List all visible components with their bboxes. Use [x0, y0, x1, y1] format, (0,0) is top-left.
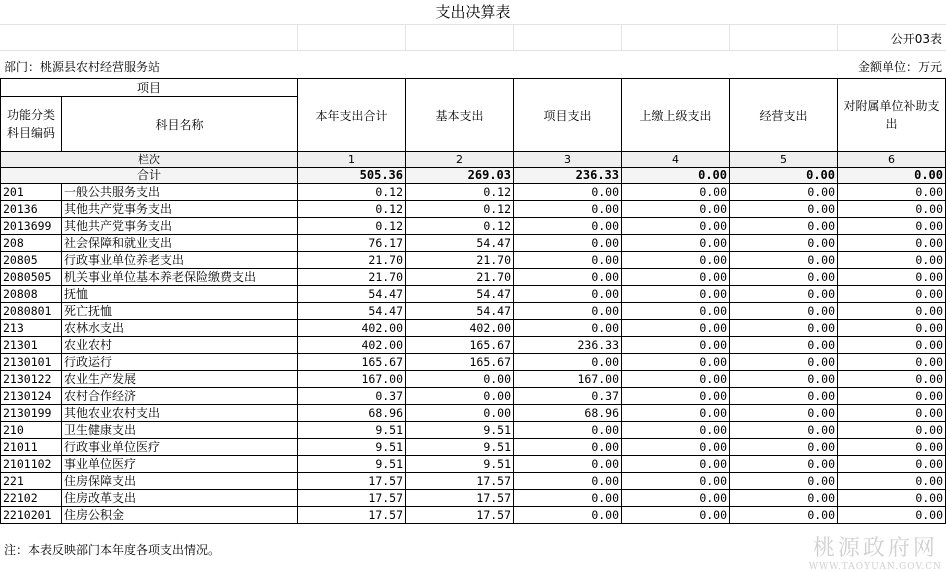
- row-value: 167.00: [514, 371, 622, 388]
- row-value: 0.00: [838, 456, 946, 473]
- row-value: 0.37: [514, 388, 622, 405]
- row-value: 165.67: [298, 354, 406, 371]
- row-value: 0.00: [730, 286, 838, 303]
- row-subject-name: 事业单位医疗: [62, 456, 298, 473]
- header-col-business: 经营支出: [730, 79, 838, 152]
- grid-line: [513, 24, 514, 50]
- row-value: 0.00: [730, 388, 838, 405]
- header-col-remit: 上缴上级支出: [622, 79, 730, 152]
- row-value: 0.00: [514, 354, 622, 371]
- row-value: 9.51: [298, 422, 406, 439]
- department-label: 部门：桃源县农村经营服务站: [4, 60, 161, 74]
- row-value: 0.00: [730, 490, 838, 507]
- index-num: 3: [514, 152, 622, 168]
- row-code: 2130124: [1, 388, 62, 405]
- row-value: 0.00: [838, 201, 946, 218]
- row-value: 9.51: [406, 439, 514, 456]
- row-subject-name: 行政事业单位医疗: [62, 439, 298, 456]
- row-value: 0.00: [730, 473, 838, 490]
- row-value: 0.00: [730, 337, 838, 354]
- row-subject-name: 住房保障支出: [62, 473, 298, 490]
- row-value: 0.00: [730, 371, 838, 388]
- row-value: 17.57: [298, 507, 406, 524]
- row-value: 0.12: [406, 184, 514, 201]
- total-value: 236.33: [514, 168, 622, 184]
- row-value: 0.12: [298, 201, 406, 218]
- total-value: 505.36: [298, 168, 406, 184]
- row-value: 54.47: [298, 303, 406, 320]
- row-value: 0.00: [514, 456, 622, 473]
- table-row: [1, 388, 946, 405]
- row-code: 2210201: [1, 507, 62, 524]
- row-value: 0.00: [730, 320, 838, 337]
- row-value: 0.00: [730, 303, 838, 320]
- grid-line: [621, 24, 622, 50]
- row-code: 210: [1, 422, 62, 439]
- row-subject-name: 其他共产党事务支出: [62, 201, 298, 218]
- row-value: 0.00: [730, 201, 838, 218]
- table-row: [1, 405, 946, 422]
- header-col-project: 项目支出: [514, 79, 622, 152]
- row-value: 17.57: [406, 473, 514, 490]
- row-value: 0.00: [514, 218, 622, 235]
- row-value: 0.00: [622, 337, 730, 354]
- row-code: 21011: [1, 439, 62, 456]
- report-title: 支出决算表: [435, 3, 511, 21]
- table-row: [1, 490, 946, 507]
- row-value: 0.00: [622, 405, 730, 422]
- row-subject-name: 农业生产发展: [62, 371, 298, 388]
- row-subject-name: 农林水支出: [62, 320, 298, 337]
- row-value: 0.00: [730, 235, 838, 252]
- row-value: 21.70: [406, 252, 514, 269]
- row-value: 0.00: [838, 439, 946, 456]
- row-value: 0.00: [622, 184, 730, 201]
- row-value: 17.57: [298, 490, 406, 507]
- row-value: 0.00: [622, 439, 730, 456]
- header-col-total: 本年支出合计: [298, 79, 406, 152]
- table-row: [1, 507, 946, 524]
- grid-line: [405, 24, 406, 50]
- row-value: 0.12: [406, 201, 514, 218]
- row-subject-name: 农村合作经济: [62, 388, 298, 405]
- row-subject-name: 住房公积金: [62, 507, 298, 524]
- row-value: 0.00: [622, 371, 730, 388]
- total-value: 0.00: [622, 168, 730, 184]
- row-code: 21301: [1, 337, 62, 354]
- row-value: 9.51: [406, 456, 514, 473]
- footnote: 注：本表反映部门本年度各项支出情况。: [4, 543, 221, 557]
- row-value: 0.00: [838, 320, 946, 337]
- row-value: 0.00: [730, 507, 838, 524]
- row-code: 2080801: [1, 303, 62, 320]
- row-value: 0.00: [730, 354, 838, 371]
- row-value: 0.00: [730, 184, 838, 201]
- table-row: [1, 337, 946, 354]
- row-value: 0.00: [838, 405, 946, 422]
- grid-line: [0, 24, 946, 25]
- total-value: 269.03: [406, 168, 514, 184]
- row-value: 9.51: [298, 439, 406, 456]
- table-row: [1, 235, 946, 252]
- row-value: 0.00: [730, 439, 838, 456]
- row-code: 201: [1, 184, 62, 201]
- total-label: 合计: [1, 168, 298, 184]
- row-value: 0.00: [406, 371, 514, 388]
- row-code: 2080505: [1, 269, 62, 286]
- row-value: 0.00: [730, 218, 838, 235]
- row-value: 0.00: [622, 507, 730, 524]
- header-item: 项目: [1, 79, 298, 97]
- row-value: 0.00: [730, 269, 838, 286]
- site-watermark: [809, 531, 942, 572]
- row-value: 54.47: [406, 286, 514, 303]
- row-value: 0.00: [730, 456, 838, 473]
- row-value: 0.00: [406, 388, 514, 405]
- table-row: [1, 456, 946, 473]
- grid-line: [297, 24, 298, 50]
- row-value: 0.00: [838, 371, 946, 388]
- row-value: 76.17: [298, 235, 406, 252]
- row-value: 9.51: [406, 422, 514, 439]
- row-value: 0.00: [514, 490, 622, 507]
- row-value: 0.00: [838, 235, 946, 252]
- row-subject-name: 机关事业单位基本养老保险缴费支出: [62, 269, 298, 286]
- row-value: 0.00: [838, 252, 946, 269]
- row-value: 402.00: [406, 320, 514, 337]
- row-value: 0.00: [838, 184, 946, 201]
- watermark-url: WWW.TAOYUAN.GOV.CN: [808, 562, 942, 572]
- amount-unit-label: 金额单位：万元: [857, 60, 942, 74]
- row-value: 0.00: [514, 473, 622, 490]
- row-value: 17.57: [406, 507, 514, 524]
- table-row: [1, 252, 946, 269]
- row-code: 20808: [1, 286, 62, 303]
- row-value: 0.00: [622, 252, 730, 269]
- row-value: 0.00: [514, 320, 622, 337]
- row-code: 213: [1, 320, 62, 337]
- row-value: 0.12: [406, 218, 514, 235]
- row-value: 0.00: [514, 286, 622, 303]
- row-value: 0.00: [514, 422, 622, 439]
- index-num: 1: [298, 152, 406, 168]
- row-value: 0.00: [622, 303, 730, 320]
- table-row: [1, 303, 946, 320]
- row-subject-name: 一般公共服务支出: [62, 184, 298, 201]
- row-value: 0.00: [622, 320, 730, 337]
- row-value: 0.00: [622, 456, 730, 473]
- row-value: 0.00: [514, 235, 622, 252]
- grid-line: [729, 24, 730, 50]
- table-row: [1, 439, 946, 456]
- row-value: 0.00: [514, 303, 622, 320]
- row-value: 68.96: [298, 405, 406, 422]
- table-row: [1, 473, 946, 490]
- row-code: 2130101: [1, 354, 62, 371]
- row-code: 20805: [1, 252, 62, 269]
- row-value: 0.00: [622, 354, 730, 371]
- row-value: 0.00: [514, 439, 622, 456]
- row-value: 0.00: [622, 422, 730, 439]
- form-number: 公开03表: [890, 32, 942, 46]
- row-value: 54.47: [406, 235, 514, 252]
- row-value: 0.00: [838, 490, 946, 507]
- table-row: [1, 286, 946, 303]
- row-subject-name: 社会保障和就业支出: [62, 235, 298, 252]
- row-subject-name: 抚恤: [62, 286, 298, 303]
- row-value: 54.47: [298, 286, 406, 303]
- table-row: [1, 354, 946, 371]
- header-col-subsidy: 对附属单位补助支出: [838, 79, 946, 152]
- table-row: [1, 422, 946, 439]
- row-value: 167.00: [298, 371, 406, 388]
- row-value: 0.00: [622, 490, 730, 507]
- row-subject-name: 行政事业单位养老支出: [62, 252, 298, 269]
- table-row: [1, 371, 946, 388]
- row-value: 0.00: [622, 201, 730, 218]
- header-func-code: 功能分类科目编码: [1, 97, 62, 152]
- row-value: 0.00: [622, 218, 730, 235]
- row-value: 0.00: [838, 269, 946, 286]
- index-num: 6: [838, 152, 946, 168]
- row-subject-name: 其他共产党事务支出: [62, 218, 298, 235]
- table-row: [1, 218, 946, 235]
- row-value: 0.00: [838, 422, 946, 439]
- row-value: 0.00: [622, 235, 730, 252]
- row-value: 0.00: [622, 286, 730, 303]
- row-value: 17.57: [406, 490, 514, 507]
- row-code: 2101102: [1, 456, 62, 473]
- row-subject-name: 行政运行: [62, 354, 298, 371]
- row-code: 20136: [1, 201, 62, 218]
- expenditure-table: [0, 78, 946, 524]
- row-value: 402.00: [298, 337, 406, 354]
- row-value: 236.33: [514, 337, 622, 354]
- row-value: 0.00: [406, 405, 514, 422]
- row-value: 0.00: [730, 405, 838, 422]
- row-code: 2013699: [1, 218, 62, 235]
- row-value: 0.00: [838, 286, 946, 303]
- row-value: 0.12: [298, 184, 406, 201]
- header-col-basic: 基本支出: [406, 79, 514, 152]
- row-value: 0.00: [622, 388, 730, 405]
- row-value: 0.00: [514, 507, 622, 524]
- grid-line: [837, 24, 838, 50]
- row-value: 68.96: [514, 405, 622, 422]
- row-code: 208: [1, 235, 62, 252]
- row-value: 0.00: [622, 269, 730, 286]
- row-value: 165.67: [406, 354, 514, 371]
- row-value: 54.47: [406, 303, 514, 320]
- row-value: 0.00: [730, 252, 838, 269]
- row-value: 21.70: [406, 269, 514, 286]
- row-value: 0.00: [838, 388, 946, 405]
- row-subject-name: 卫生健康支出: [62, 422, 298, 439]
- table-row: [1, 184, 946, 201]
- row-value: 0.00: [838, 303, 946, 320]
- row-value: 0.00: [838, 354, 946, 371]
- row-value: 0.00: [514, 269, 622, 286]
- row-value: 0.00: [514, 201, 622, 218]
- row-value: 0.00: [622, 473, 730, 490]
- row-value: 0.37: [298, 388, 406, 405]
- row-value: 0.00: [514, 184, 622, 201]
- row-value: 0.00: [730, 422, 838, 439]
- total-value: 0.00: [838, 168, 946, 184]
- watermark-name: 桃源政府网: [812, 536, 938, 561]
- row-subject-name: 住房改革支出: [62, 490, 298, 507]
- row-value: 0.12: [298, 218, 406, 235]
- row-value: 21.70: [298, 252, 406, 269]
- row-value: 17.57: [298, 473, 406, 490]
- index-num: 4: [622, 152, 730, 168]
- row-code: 2130199: [1, 405, 62, 422]
- row-value: 0.00: [838, 337, 946, 354]
- row-value: 402.00: [298, 320, 406, 337]
- table-row: [1, 320, 946, 337]
- index-label: 栏次: [1, 152, 298, 168]
- grid-line: [0, 50, 946, 51]
- row-subject-name: 死亡抚恤: [62, 303, 298, 320]
- row-subject-name: 其他农业农村支出: [62, 405, 298, 422]
- row-value: 0.00: [838, 473, 946, 490]
- row-subject-name: 农业农村: [62, 337, 298, 354]
- row-code: 2130122: [1, 371, 62, 388]
- row-value: 9.51: [298, 456, 406, 473]
- index-num: 5: [730, 152, 838, 168]
- table-row: [1, 201, 946, 218]
- header-subject-name: 科目名称: [62, 97, 298, 152]
- row-value: 0.00: [838, 507, 946, 524]
- row-value: 165.67: [406, 337, 514, 354]
- row-code: 22102: [1, 490, 62, 507]
- total-value: 0.00: [730, 168, 838, 184]
- table-row: [1, 269, 946, 286]
- row-code: 221: [1, 473, 62, 490]
- row-value: 21.70: [298, 269, 406, 286]
- row-value: 0.00: [838, 218, 946, 235]
- index-num: 2: [406, 152, 514, 168]
- row-value: 0.00: [514, 252, 622, 269]
